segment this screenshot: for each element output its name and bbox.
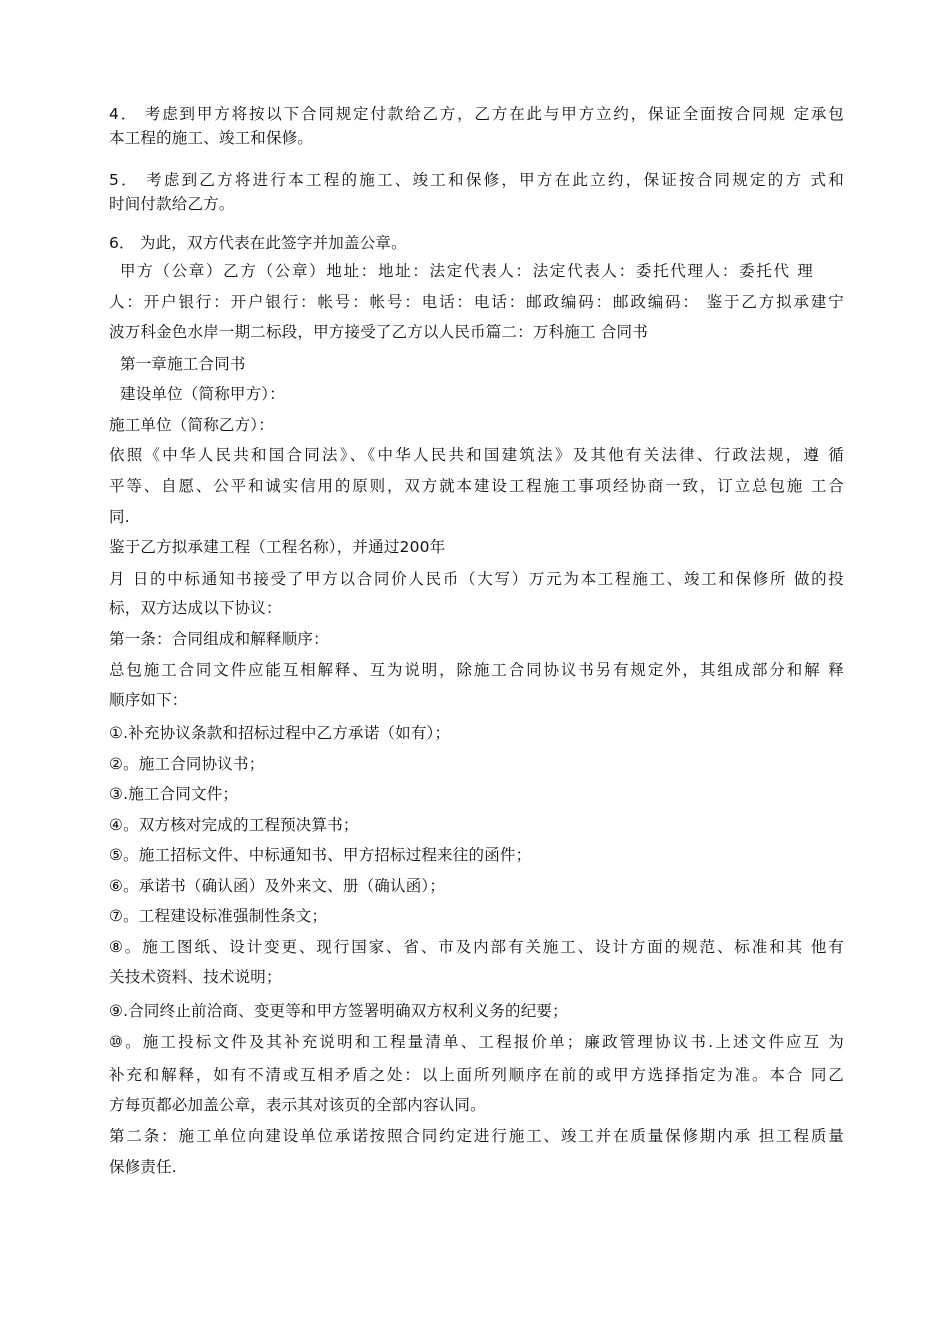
text-line: 月 日的中标通知书接受了甲方以合同价人民币（大写）万元为本工程施工、竣工和保修所 做的投 [109, 570, 844, 588]
list-item: ①.补充协议条款和招标过程中乙方承诺（如有）； [109, 724, 451, 742]
text-line: 补充和解释，如有不清或互相矛盾之处：以上面所列顺序在前的或甲方选择指定为准。本合 同乙 [109, 1066, 844, 1084]
list-item: ⑥。承诺书（确认函）及外来文、册（确认函）； [109, 877, 446, 895]
text-line: 平等、自愿、公平和诚实信用的原则，双方就本建设工程施工事项经协商一致，订立总包施 工合 [109, 477, 844, 495]
text-line: 建设单位（简称甲方）： [120, 385, 285, 403]
text-line: 波万科金色水岸一期二标段，甲方接受了乙方以人民币篇二：万科施工 合同书 [109, 323, 648, 341]
list-item: ⑤。施工招标文件、中标通知书、甲方招标过程来往的函件； [109, 846, 532, 864]
list-item: ③.施工合同文件； [109, 785, 239, 803]
text-line: 依照《中华人民共和国合同法》、《中华人民共和国建筑法》及其他有关法律、行政法规，遵 循 [109, 446, 844, 464]
text-line: 甲方（公章）乙方（公章）地址：地址：法定代表人：法定代表人：委托代理人：委托代 理 [120, 262, 813, 280]
text-line: 本工程的施工、竣工和保修。 [109, 129, 314, 147]
text-line: 标，双方达成以下协议： [109, 599, 282, 617]
text-line: 第一条：合同组成和解释顺序： [109, 630, 329, 648]
list-item: ⑧。施工图纸、设计变更、现行国家、省、市及内部有关施工、设计方面的规范、标准和其 他有 [109, 938, 844, 956]
text-line: 关技术资料、技术说明； [109, 968, 282, 986]
text-line: 人：开户银行：开户银行：帐号：帐号：电话：电话：邮政编码：邮政编码： 鉴于乙方拟承建宁 [109, 293, 844, 311]
heading: 第一章施工合同书 [120, 355, 246, 373]
text-line: 鉴于乙方拟承建工程（工程名称），并通过200年 [109, 538, 446, 556]
text-line: 保修责任. [109, 1158, 177, 1176]
text-line: 第二条：施工单位向建设单位承诺按照合同约定进行施工、竣工并在质量保修期内承 担工程质量 [109, 1127, 844, 1145]
list-item: ⑨.合同终止前洽商、变更等和甲方签署明确双方权利义务的纪要； [109, 1002, 568, 1020]
text-line: 时间付款给乙方。 [109, 195, 235, 213]
text-line: 6． 为此，双方代表在此签字并加盖公章。 [109, 234, 407, 252]
text-line: 顺序如下： [109, 691, 188, 709]
text-line: 同. [109, 508, 130, 526]
list-item: ⑩。施工投标文件及其补充说明和工程量清单、工程报价单；廉政管理协议书.上述文件应互 为 [109, 1033, 844, 1051]
list-item: ④。双方核对完成的工程预决算书； [109, 816, 359, 834]
text-line: 总包施工合同文件应能互相解释、互为说明，除施工合同协议书另有规定外，其组成部分和解 释 [109, 661, 844, 679]
list-item: ⑦。工程建设标准强制性条文； [109, 907, 328, 925]
text-line: 方每页都必加盖公章，表示其对该页的全部内容认同。 [109, 1096, 486, 1114]
text-line: 施工单位（简称乙方）： [109, 416, 274, 434]
text-line: 4． 考虑到甲方将按以下合同规定付款给乙方，乙方在此与甲方立约，保证全面按合同规 定承包 [109, 105, 844, 123]
list-item: ②。施工合同协议书； [109, 755, 265, 773]
text-line: 5． 考虑到乙方将进行本工程的施工、竣工和保修，甲方在此立约，保证按合同规定的方 式和 [109, 171, 844, 189]
